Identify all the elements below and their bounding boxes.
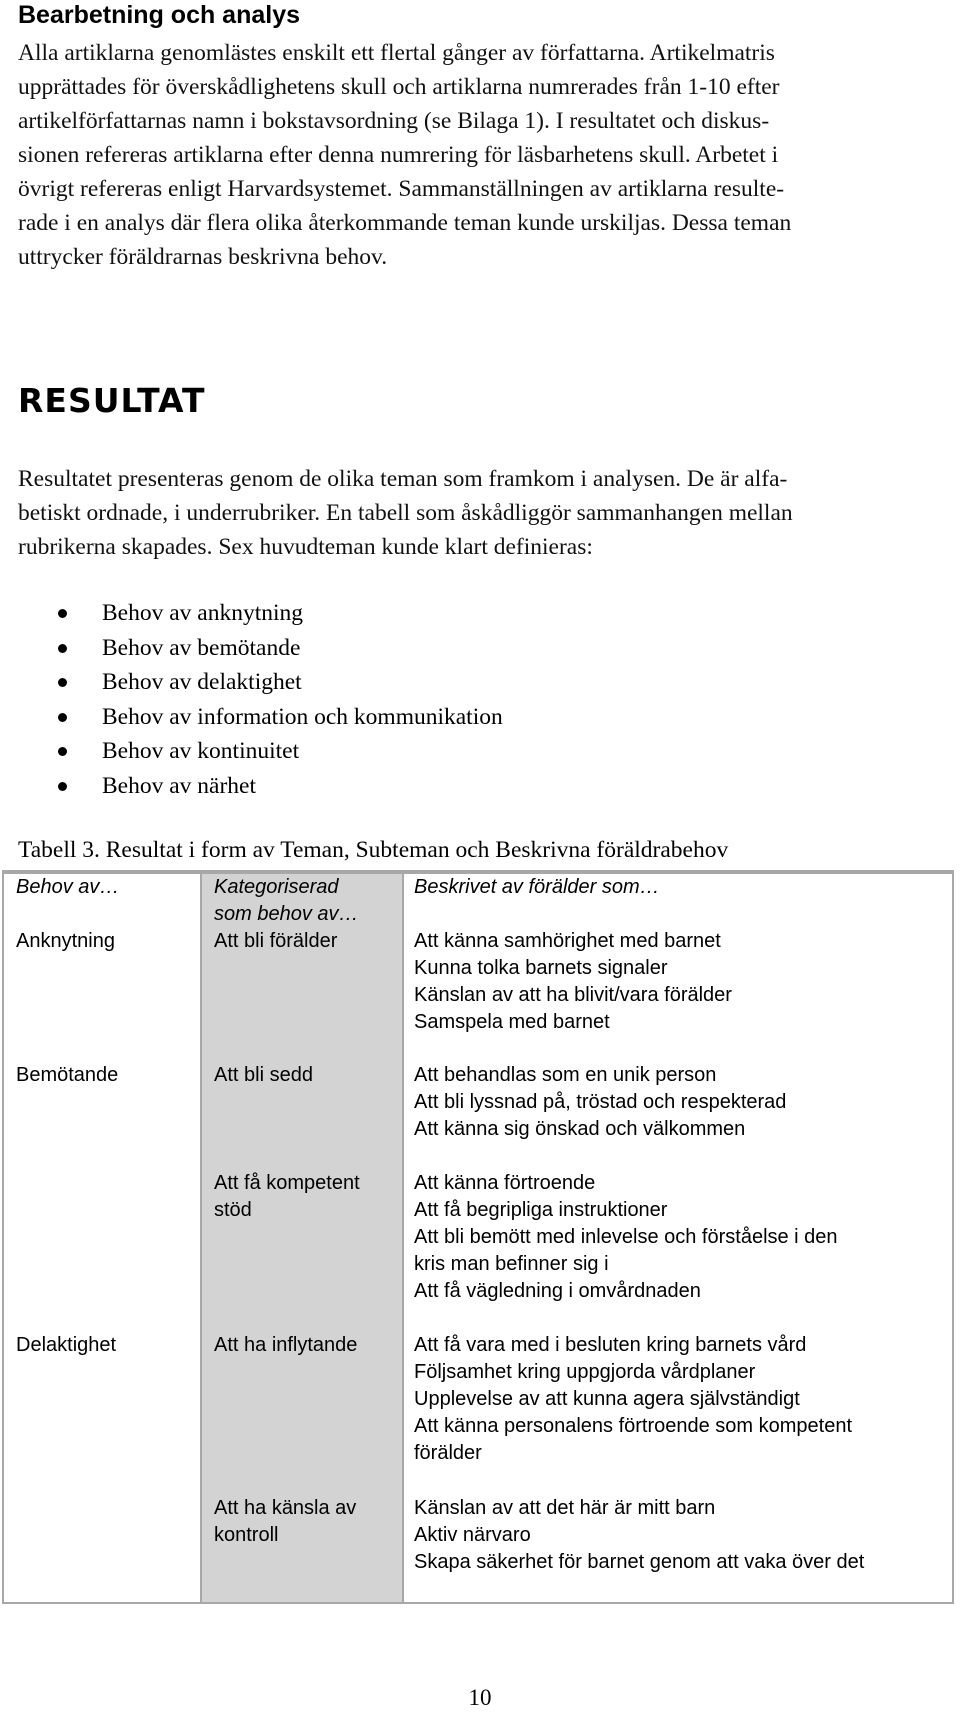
list-item: Behov av närhet <box>18 769 503 804</box>
paragraph-line: betiskt ordnade, i underrubriker. En tabell som åskådliggör sammanhangen mellan <box>18 500 793 526</box>
table-row-category: Att få kompetent stöd <box>214 1172 360 1221</box>
paragraph-line: artikelförfattarnas namn i bokstavsordning (se Bilaga 1). I resultatet och diskus- <box>18 108 770 134</box>
table-row-category: Att bli sedd <box>214 1064 313 1086</box>
table-row-category: Att bli förälder <box>214 930 338 952</box>
header-need: Behov av… <box>16 876 120 898</box>
needs-bullet-list <box>18 596 503 803</box>
table-row-descriptions: Känslan av att det här är mitt barn Aktiv närvaro Skapa säkerhet för barnet genom att vaka över det <box>414 1497 865 1573</box>
paragraph-line: rade i en analys där flera olika återkommande teman kunde urskiljas. Dessa teman <box>18 210 792 236</box>
bullet-icon <box>58 747 67 756</box>
table-row-need: Delaktighet <box>16 1334 117 1356</box>
paragraph-line: Alla artiklarna genomlästes enskilt ett flertal gånger av författarna. Artikelmatris <box>18 40 775 66</box>
paragraph-line: upprättades för överskådlighetens skull och artiklarna numrerades från 1-10 efter <box>18 74 780 100</box>
paragraph-line: uttrycker föräldrarnas beskrivna behov. <box>18 244 388 270</box>
section-paragraph <box>18 36 948 274</box>
header-category: Kategoriserad som behov av… <box>214 876 359 925</box>
bullet-icon <box>58 678 67 687</box>
results-table <box>2 870 954 1604</box>
list-item: Behov av bemötande <box>18 631 503 666</box>
results-heading: RESULTAT <box>18 381 206 420</box>
table-row-need: Bemötande <box>16 1064 119 1086</box>
bullet-icon <box>58 713 67 722</box>
table-row-category: Att ha känsla av kontroll <box>214 1497 357 1546</box>
table-row-descriptions: Att känna samhörighet med barnet Kunna tolka barnets signaler Känslan av att ha blivit/vara förälder Samspela med barnet <box>414 930 732 1033</box>
paragraph-line: övrigt refereras enligt Harvardsystemet. Sammanställningen av artiklarna resulte- <box>18 176 785 202</box>
bullet-icon <box>58 644 67 653</box>
page-number: 10 <box>468 1685 492 1710</box>
table-row-category: Att ha inflytande <box>214 1334 358 1356</box>
bullet-icon <box>58 609 67 618</box>
table-row-descriptions: Att få vara med i besluten kring barnets vård Följsamhet kring uppgjorda vårdplaner Upplevelse av att kunna agera självständigt Att känna personalens förtroende som kompetent förälder <box>414 1334 853 1464</box>
table-row-descriptions: Att behandlas som en unik person Att bli lyssnad på, tröstad och respekterad Att känna sig önskad och välkommen <box>414 1064 787 1140</box>
paragraph-line: Resultatet presenteras genom de olika teman som framkom i analysen. De är alfa- <box>18 466 788 492</box>
table-column-divider <box>200 872 202 1602</box>
paragraph-line: sionen refereras artiklarna efter denna numrering för läsbarhetens skull. Arbetet i <box>18 142 779 168</box>
table-column-divider <box>402 872 404 1602</box>
section-heading: Bearbetning och analys <box>18 1 301 29</box>
list-item: Behov av kontinuitet <box>18 734 503 769</box>
list-item: Behov av anknytning <box>18 596 503 631</box>
bullet-icon <box>58 782 67 791</box>
paragraph-line: rubrikerna skapades. Sex huvudteman kunde klart definieras: <box>18 534 593 560</box>
results-paragraph <box>18 462 948 564</box>
category-column-shading <box>202 872 402 1602</box>
table-row-need: Anknytning <box>16 930 115 952</box>
header-description: Beskrivet av förälder som… <box>414 876 660 898</box>
table-caption: Tabell 3. Resultat i form av Teman, Subteman och Beskrivna föräldrabehov <box>18 837 729 863</box>
list-item: Behov av delaktighet <box>18 665 503 700</box>
table-row-descriptions: Att känna förtroende Att få begripliga instruktioner Att bli bemött med inlevelse och förståelse i den kris man befinner sig i Att få vägledning i omvårdnaden <box>414 1172 838 1302</box>
list-item: Behov av information och kommunikation <box>18 700 503 735</box>
